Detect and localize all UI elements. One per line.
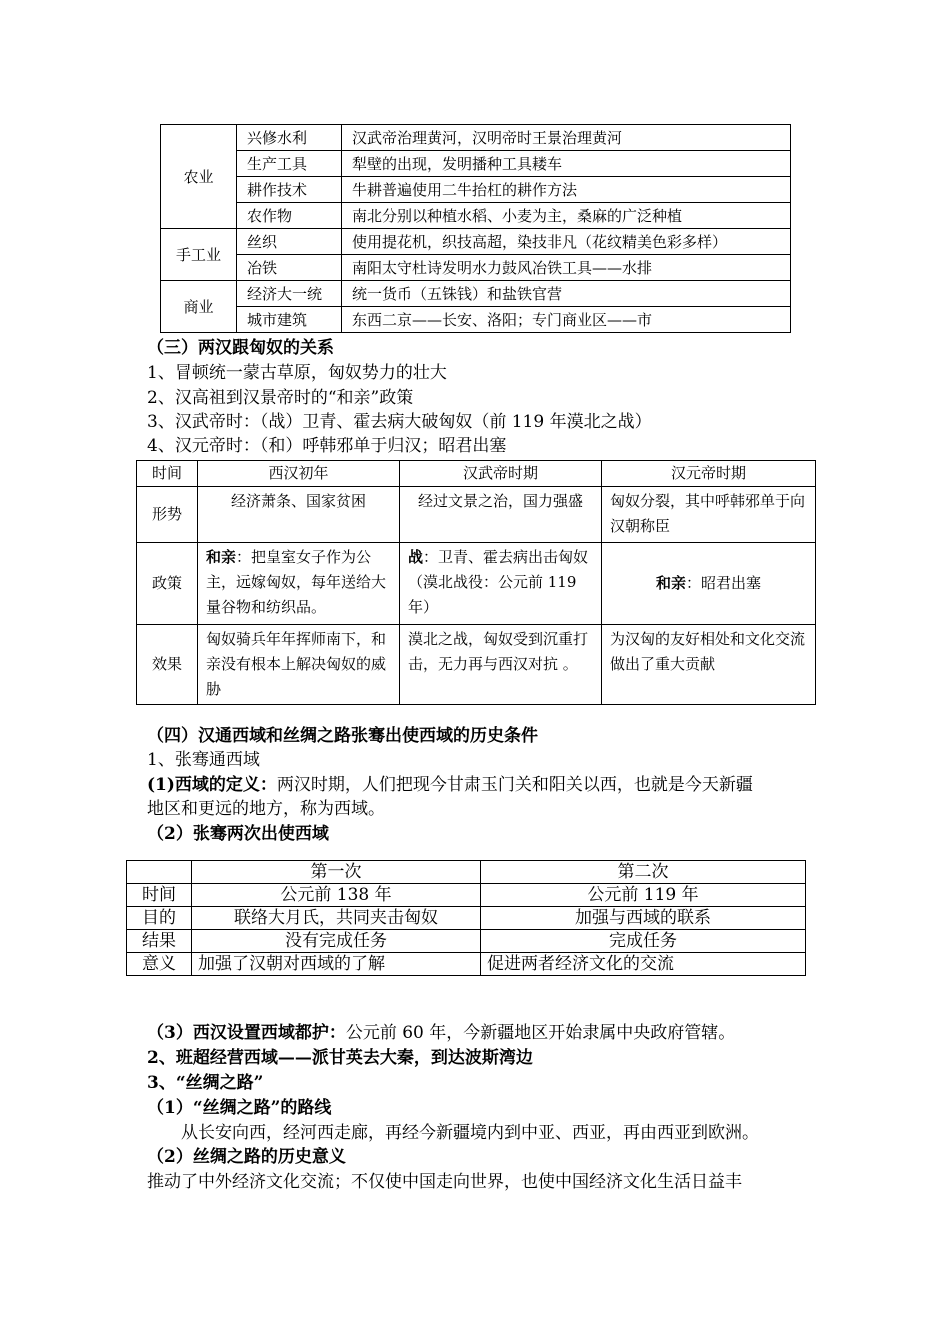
description-cell: 南北分别以种植水稻、小麦为主，桑麻的广泛种植 — [342, 203, 791, 229]
description-cell: 东西二京——长安、洛阳；专门商业区——市 — [342, 307, 791, 333]
subcategory-cell: 生产工具 — [237, 151, 342, 177]
table-row — [137, 487, 816, 543]
list-item: 3、汉武帝时：（战）卫青、霍去病大破匈奴（前 119 年漠北之战） — [147, 412, 652, 432]
category-cell: 手工业 — [161, 229, 237, 281]
list-item: 1、张骞通西域 — [147, 750, 260, 770]
table-row — [161, 307, 791, 333]
xiongnu-relations-table — [136, 460, 816, 705]
table-cell — [602, 543, 816, 625]
row-header: 结果 — [127, 930, 192, 953]
description-cell: 汉武帝治理黄河，汉明帝时王景治理黄河 — [342, 125, 791, 151]
table-row — [161, 177, 791, 203]
paragraph: 推动了中外经济文化交流；不仅使中国走向世界，也使中国经济文化生活日益丰 — [147, 1172, 742, 1192]
table-header-row — [127, 861, 806, 884]
subcategory-cell: 耕作技术 — [237, 177, 342, 203]
row-header: 目的 — [127, 907, 192, 930]
table-cell: 联络大月氏，共同夹击匈奴 — [192, 907, 481, 930]
table-cell: 没有完成任务 — [192, 930, 481, 953]
column-header: 第一次 — [192, 861, 481, 884]
cell-text: ：卫青、霍去病出击匈奴（漠北战役：公元前 119 年） — [408, 548, 589, 616]
paragraph-text: 公元前 60 年，今新疆地区开始隶属中央政府管辖。 — [345, 1023, 736, 1043]
column-header: 时间 — [137, 461, 198, 487]
column-header — [127, 861, 192, 884]
cell-text: ：把皇室女子作为公主，远嫁匈奴，每年送给大量谷物和纺织品。 — [206, 548, 387, 616]
row-header: 政策 — [137, 543, 198, 625]
table-cell: 为汉匈的友好相处和文化交流做出了重大贡献 — [602, 625, 816, 705]
table-row — [161, 203, 791, 229]
description-cell: 犁壁的出现，发明播种工具耧车 — [342, 151, 791, 177]
bold-label: 战 — [408, 548, 424, 566]
subheading: （2）张骞两次出使西域 — [147, 824, 329, 844]
list-item: 2、班超经营西域——派甘英去大秦，到达波斯湾边 — [147, 1048, 533, 1068]
table-row — [127, 907, 806, 930]
definition-text: 两汉时期，人们把现今甘肃玉门关和阳关以西，也就是今天新疆 — [276, 775, 753, 795]
table-cell: 加强了汉朝对西域的了解 — [192, 953, 481, 976]
paragraph — [147, 1021, 735, 1045]
list-item: 4、汉元帝时：（和）呼韩邪单于归汉；昭君出塞 — [147, 436, 507, 456]
table-cell: 加强与西域的联系 — [481, 907, 806, 930]
subcategory-cell: 兴修水利 — [237, 125, 342, 151]
description-cell: 南阳太守杜诗发明水力鼓风冶铁工具——水排 — [342, 255, 791, 281]
subcategory-cell: 丝织 — [237, 229, 342, 255]
table-cell: 经过文景之治，国力强盛 — [400, 487, 602, 543]
subcategory-cell: 冶铁 — [237, 255, 342, 281]
subheading: （1）“丝绸之路”的路线 — [147, 1098, 332, 1118]
table-cell: 完成任务 — [481, 930, 806, 953]
table-cell: 匈奴骑兵年年挥师南下，和亲没有根本上解决匈奴的威胁 — [198, 625, 400, 705]
subheading: （2）丝绸之路的历史意义 — [147, 1147, 346, 1167]
section-heading: （三）两汉跟匈奴的关系 — [147, 338, 334, 358]
list-item: 1、冒顿统一蒙古草原，匈奴势力的壮大 — [147, 363, 447, 383]
definition-line — [147, 773, 753, 797]
subcategory-cell: 城市建筑 — [237, 307, 342, 333]
description-cell: 使用提花机，织技高超，染技非凡（花纹精美色彩多样） — [342, 229, 791, 255]
bold-label: (1)西域的定义： — [147, 775, 277, 795]
column-header: 西汉初年 — [198, 461, 400, 487]
row-header: 时间 — [127, 884, 192, 907]
table-row — [127, 884, 806, 907]
table-cell: 公元前 138 年 — [192, 884, 481, 907]
table-cell: 公元前 119 年 — [481, 884, 806, 907]
table-row — [137, 543, 816, 625]
table-row — [161, 255, 791, 281]
category-cell: 商业 — [161, 281, 237, 333]
bold-label: 和亲 — [655, 574, 686, 592]
table-row — [127, 953, 806, 976]
bold-label: 和亲 — [206, 548, 237, 566]
row-header: 意义 — [127, 953, 192, 976]
table-row — [127, 930, 806, 953]
table-cell: 促进两者经济文化的交流 — [481, 953, 806, 976]
section-heading: （四）汉通西域和丝绸之路张骞出使西域的历史条件 — [147, 726, 538, 746]
table-row — [137, 625, 816, 705]
list-item: 2、汉高祖到汉景帝时的“和亲”政策 — [147, 388, 414, 408]
row-header: 形势 — [137, 487, 198, 543]
bold-label: （3）西汉设置西域都护： — [147, 1023, 346, 1043]
table-cell: 匈奴分裂，其中呼韩邪单于向汉朝称臣 — [602, 487, 816, 543]
description-cell: 牛耕普遍使用二牛抬杠的耕作方法 — [342, 177, 791, 203]
cell-text: ：昭君出塞 — [686, 574, 762, 592]
table-header-row — [137, 461, 816, 487]
category-cell: 农业 — [161, 125, 237, 229]
economy-table — [160, 124, 791, 333]
column-header: 汉元帝时期 — [602, 461, 816, 487]
table-cell — [198, 543, 400, 625]
description-cell: 统一货币（五铢钱）和盐铁官营 — [342, 281, 791, 307]
row-header: 效果 — [137, 625, 198, 705]
subcategory-cell: 农作物 — [237, 203, 342, 229]
list-item: 3、“丝绸之路” — [147, 1073, 264, 1093]
paragraph: 从长安向西，经河西走廊，再经今新疆境内到中亚、西亚，再由西亚到欧洲。 — [181, 1123, 759, 1143]
column-header: 汉武帝时期 — [400, 461, 602, 487]
table-row — [161, 151, 791, 177]
zhangqian-missions-table — [126, 860, 806, 976]
column-header: 第二次 — [481, 861, 806, 884]
table-row — [161, 229, 791, 255]
table-cell — [400, 543, 602, 625]
table-row — [161, 281, 791, 307]
table-row — [161, 125, 791, 151]
table-cell: 漠北之战，匈奴受到沉重打击，无力再与西汉对抗 。 — [400, 625, 602, 705]
definition-line: 地区和更远的地方，称为西域。 — [147, 799, 385, 819]
table-cell: 经济萧条、国家贫困 — [198, 487, 400, 543]
subcategory-cell: 经济大一统 — [237, 281, 342, 307]
